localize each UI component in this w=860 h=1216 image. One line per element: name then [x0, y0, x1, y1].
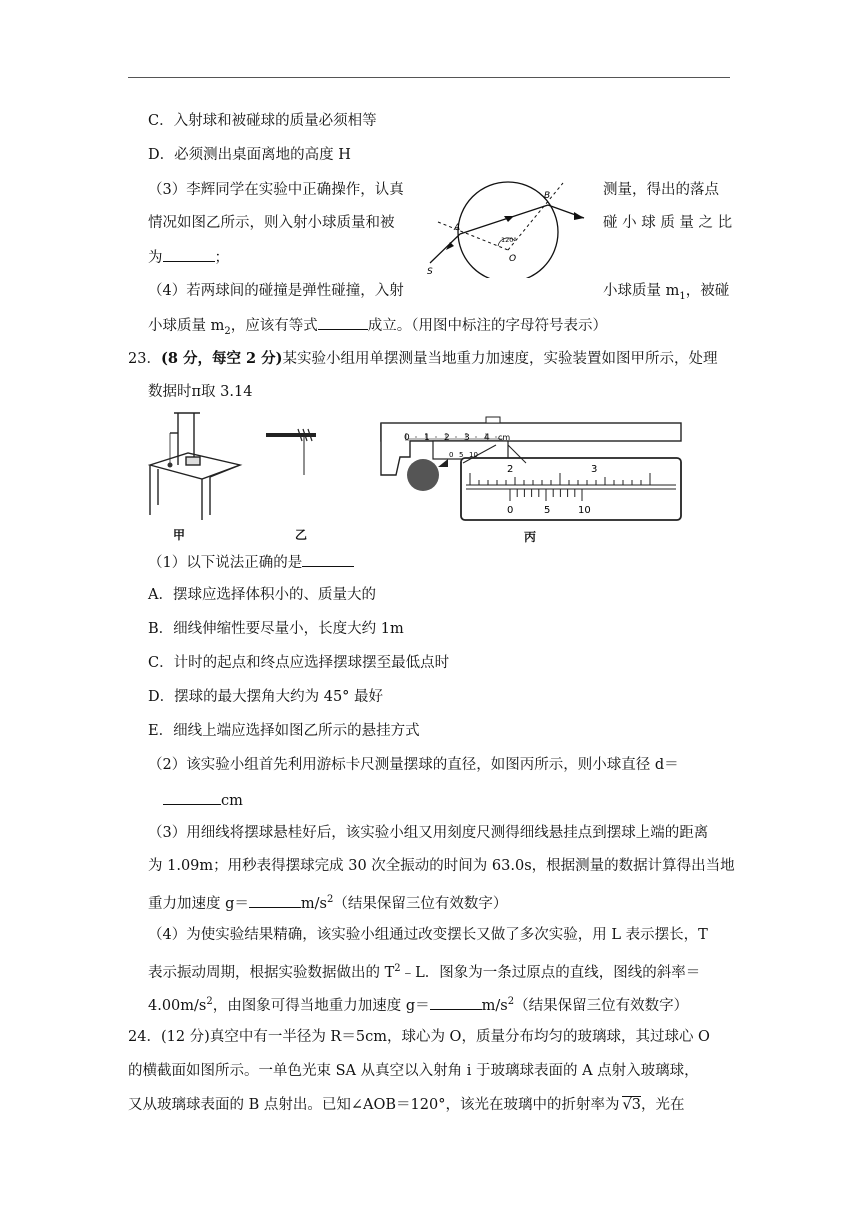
option-c2: C．计时的起点和终点应选择摆球摆至最低点时	[148, 655, 450, 671]
vernier-small-5: 5	[459, 451, 464, 459]
figure-label-jia: 甲	[173, 528, 186, 542]
q3c-line	[148, 246, 229, 268]
q23-number: 23．	[128, 351, 161, 367]
q4-line-left: （4）若两球间的碰撞是弹性碰撞，入射	[148, 283, 404, 299]
header-rule	[128, 77, 730, 78]
part3c-line	[148, 890, 507, 914]
q3b-line-left: 情况如图乙所示，则入射小球质量和被	[148, 215, 395, 231]
zoom-main-3: 3	[591, 464, 598, 475]
part4c-unit: m/s	[481, 997, 508, 1014]
part3c-text: 重力加速度 g＝	[148, 895, 249, 912]
q24b-line: 的横截面如图所示。一单色光束 SA 从真空以入射角 i 于玻璃球表面的 A 点射入玻璃球，	[128, 1063, 699, 1079]
part4b-sup: 2	[394, 963, 401, 974]
option-c: C．入射球和被碰球的质量必须相等	[148, 113, 377, 129]
answer-blank[interactable]	[249, 892, 301, 908]
q24-number: 24．	[128, 1029, 161, 1045]
label-a: A	[454, 223, 461, 233]
vernier-small-0: 0	[449, 451, 454, 459]
q3b-line-right: 碰 小 球 质 量 之 比	[603, 215, 733, 231]
q3c-end: ；	[214, 250, 229, 266]
part2-line: （2）该实验小组首先利用游标卡尺测量摆球的直径，如图丙所示，则小球直径 d＝	[148, 757, 679, 773]
label-o: O	[509, 254, 517, 264]
main-tick-0: 0	[404, 433, 410, 443]
answer-blank[interactable]	[302, 551, 354, 567]
part3-line: （3）用细线将摆球悬桂好后，该实验小组又用刻度尺测得细线悬挂点到摆球上端的距离	[148, 825, 709, 841]
part4c-line	[148, 992, 688, 1016]
option-d2: D．摆球的最大摆角大约为 45° 最好	[148, 689, 384, 705]
answer-blank[interactable]	[163, 246, 215, 262]
pendulum-figures	[148, 405, 693, 540]
q23-line	[128, 349, 718, 369]
label-b: B	[544, 191, 551, 201]
label-s: S	[427, 267, 433, 277]
main-tick-2: 2	[444, 433, 450, 443]
stand-figure	[150, 413, 240, 520]
part3b-line: 为 1.09m；用秒表得摆球完成 30 次全振动的时间为 63.0s，根据测量的数据计算得出当地	[148, 858, 735, 874]
part1-line	[148, 551, 354, 573]
part4c-sup: 2	[206, 996, 213, 1007]
suspension-figure	[266, 429, 316, 475]
q23-points: (8 分，每空 2 分)	[160, 350, 283, 367]
sqrt-value: √3	[622, 1097, 641, 1113]
q23b-line: 数据时π取 3.14	[148, 384, 253, 400]
part3c-sup: 2	[326, 894, 334, 905]
answer-blank[interactable]	[163, 789, 221, 805]
sqrt-radicand: 3	[631, 1097, 641, 1113]
glass-ball-figure	[418, 178, 598, 278]
q24-line	[128, 1027, 710, 1047]
q4-right-sub: 1	[679, 290, 686, 302]
zoom-vernier-0: 0	[507, 505, 514, 516]
part1-text: （1）以下说法正确的是	[148, 555, 303, 571]
figure-label-bing: 丙	[524, 530, 537, 544]
part3c-note: （结果保留三位有效数字）	[333, 895, 508, 912]
part4c-note: （结果保留三位有效数字）	[514, 997, 689, 1014]
q4-line-right	[603, 281, 729, 307]
answer-blank[interactable]	[430, 994, 482, 1010]
part4c-text2: ，由图象可得当地重力加速度 g＝	[212, 997, 430, 1014]
main-tick-3: 3	[464, 433, 470, 443]
part4b-text2: ﹣L．图象为一条过原点的直线，图线的斜率＝	[400, 964, 701, 981]
zoom-main-2: 2	[507, 464, 514, 475]
option-b: B．细线伸缩性要尽量小，长度大约 1m	[148, 621, 404, 637]
main-tick-4: 4	[484, 433, 490, 443]
q24-text: (12 分)真空中有一半径为 R＝5cm，球心为 O，质量分布均匀的玻璃球，其过球心 O	[160, 1029, 710, 1045]
option-a: A．摆球应选择体积小的、质量大的	[148, 587, 376, 603]
zoom-vernier-10: 10	[578, 505, 591, 516]
q4b-sub: 2	[224, 325, 231, 337]
q24c-line	[128, 1095, 684, 1115]
answer-blank[interactable]	[318, 314, 368, 330]
figure-label-yi: 乙	[295, 528, 308, 542]
part4b-line	[148, 959, 700, 983]
label-angle: 120°	[501, 236, 517, 244]
q4b-line	[148, 314, 607, 342]
q4b-text2: ，应该有等式	[230, 318, 318, 334]
part4c-text: 4.00m/s	[148, 997, 207, 1014]
q3c-text: 为	[148, 250, 163, 266]
q3-line-right: 测量，得出的落点	[603, 182, 719, 198]
q4b-text3: 成立。（用图中标注的字母符号表示）	[367, 318, 607, 334]
main-tick-1: 1	[424, 433, 430, 443]
q23-text: 某实验小组用单摆测量当地重力加速度，实验装置如图甲所示，处理	[282, 351, 718, 367]
part2b-unit: cm	[221, 793, 243, 809]
part4-line: （4）为使实验结果精确，该实验小组通过改变摆长又做了多次实验，用 L 表示摆长，T	[148, 927, 708, 943]
part4b-text: 表示振动周期，根据实验数据做出的 T	[148, 964, 395, 981]
q4b-text: 小球质量 m	[148, 318, 225, 334]
part3c-unit: m/s	[300, 895, 327, 912]
q3-line-left: （3）李辉同学在实验中正确操作，认真	[148, 182, 404, 198]
q24c-end: ，光在	[640, 1097, 685, 1113]
q4-right-text: 小球质量 m	[603, 283, 680, 299]
unit-label: cm	[498, 433, 511, 442]
option-e: E．细线上端应选择如图乙所示的悬挂方式	[148, 723, 420, 739]
part4c-sup2: 2	[507, 996, 515, 1007]
q24c-text: 又从玻璃球表面的 B 点射出。已知∠AOB＝120°，该光在玻璃中的折射率为	[128, 1097, 620, 1113]
option-d: D．必须测出桌面离地的高度 H	[148, 147, 351, 163]
part2b-line	[163, 789, 243, 811]
zoom-vernier-5: 5	[544, 505, 551, 516]
q4-right-text2: ，被碰	[685, 283, 730, 299]
vernier-small-10: 10	[469, 451, 478, 459]
